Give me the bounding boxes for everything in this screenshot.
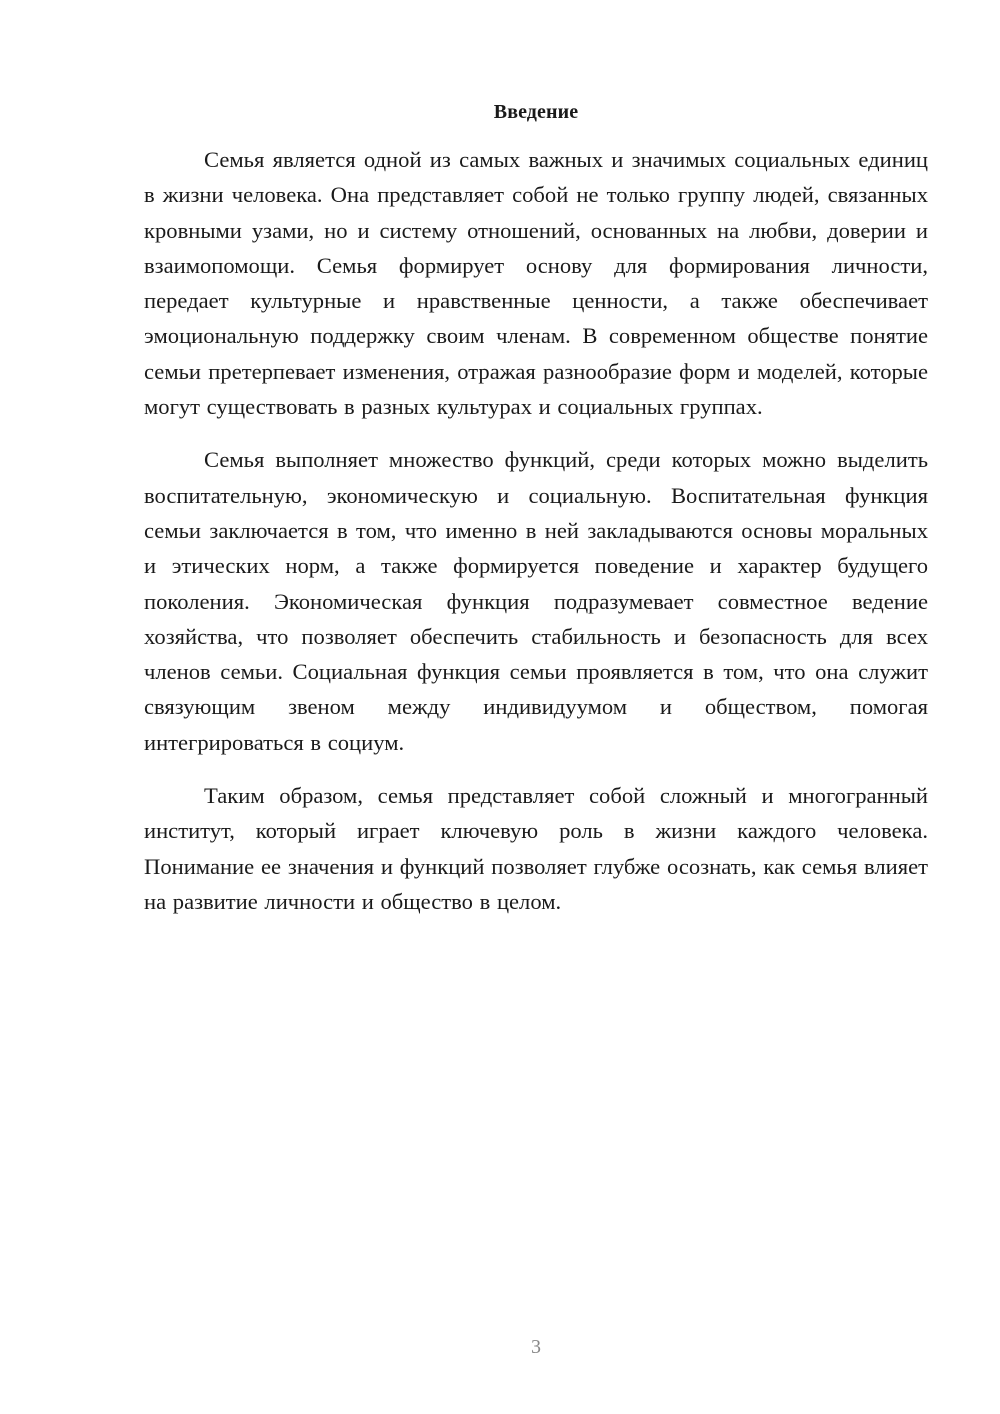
paragraph-family-functions: Семья выполняет множество функций, среди которых можно выделить воспитательную, экономическую и социальную. Воспитательная функция семьи заключается в том, что именно в ней закладываются основы моральных и этических норм, а также формируется поведение и характер будущего поколения. Экономическая функция подразумевает совместное ведение хозяйства, что позволяет обеспечить стабильность и безопасность для всех членов семьи. Социальная функция семьи проявляется в том, что она служит связующим звеном между индивидуумом и обществом, помогая интегрироваться в социум. [144,447,928,755]
section-heading: Введение [493,101,579,123]
paragraph-family-definition: Семья является одной из самых важных и значимых социальных единиц в жизни человека. Она представляет собой не только группу людей, связанных кровными узами, но и систему отношений, основанных на любви, доверии и взаимопомощи. Семья формирует основу для формирования личности, передает культурные и нравственные ценности, а также обеспечивает эмоциональную поддержку своим членам. В современном обществе понятие семьи претерпевает изменения, отражая разнообразие форм и моделей, которые могут существовать в разных культурах и социальных группах. [144,147,928,420]
page-number: 3 [531,1336,541,1358]
paragraph-conclusion: Таким образом, семья представляет собой сложный и многогранный институт, который играет ключевую роль в жизни каждого человека. Понимание ее значения и функций позволяет глубже осознать, как семья влияет на развитие личности и общество в целом. [144,783,928,914]
body-text [144,142,928,937]
